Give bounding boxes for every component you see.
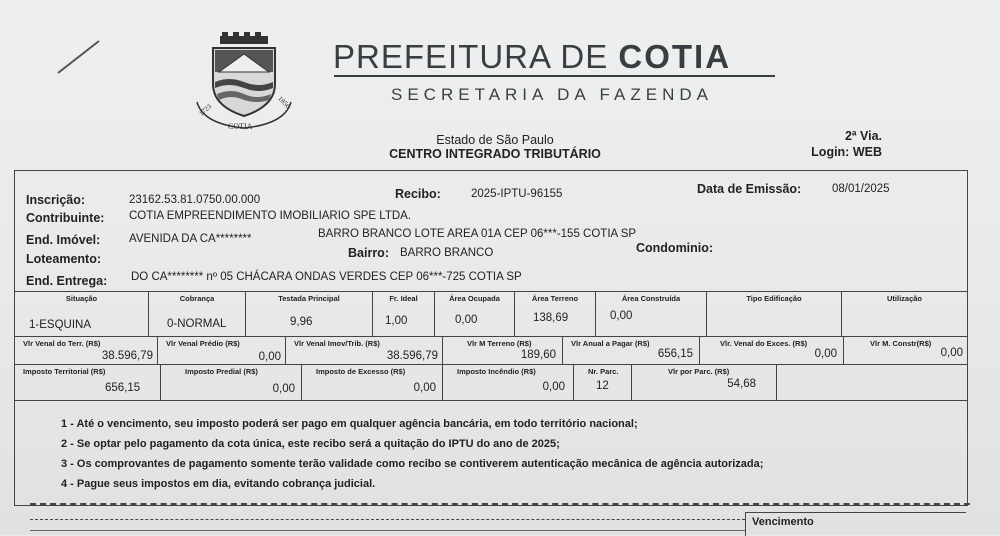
occupied-area-cell [434,291,514,336]
cell-value: 54,68 [727,378,756,390]
receipt-label: Recibo: [395,187,441,201]
cell-value: 0,00 [413,382,436,394]
property-address-rest: BARRO BRANCO LOTE AREA 01A CEP 06***-155 COTIA SP [318,228,637,240]
property-value-cell [285,336,442,364]
empty-cell [776,364,967,400]
cell-header: Vlr M. Constr(R$) [870,339,932,348]
note-item: 3 - Os comprovantes de pagamento somente terão validade como recibo se contiverem autenticação mecânica de agência autorizada; [61,458,764,470]
receipt-value: 2025-IPTU-96155 [471,188,563,200]
tax-center-name: CENTRO INTEGRADO TRIBUTÁRIO [389,147,601,161]
issue-date-value: 08/01/2025 [832,183,890,195]
building-tax-cell [160,364,301,400]
cell-header: Imposto Incêndio (R$) [457,367,536,376]
cell-value: 1,00 [385,315,408,327]
tax-receipt-box [14,170,968,506]
cell-value: 12 [596,380,609,392]
cell-header: Testada Principal [278,294,340,303]
ideal-fraction-cell [372,291,434,336]
construction-m2-value-cell [843,336,967,364]
cell-header: Situação [65,294,98,303]
note-item: 2 - Se optar pelo pagamento da cota única, este recibo será a quitação do IPTU do ano de 2025; [61,438,560,450]
cell-header: Área Construída [621,294,681,303]
billing-cell [148,291,245,336]
note-item: 4 - Pague seus impostos em dia, evitando cobrança judicial. [61,478,376,490]
cell-value: 189,60 [520,349,556,361]
delivery-address-value: DO CA******** nº 05 CHÁCARA ONDAS VERDES CEP 06***-725 COTIA SP [131,271,522,283]
cell-header: Vlr M Terreno (R$) [467,339,532,348]
login-info: Login: WEB [811,145,882,159]
situation-cell [15,291,148,336]
payment-notes [61,414,763,494]
bottom-line [30,530,745,531]
territorial-tax-cell [15,364,160,400]
usage-cell [841,291,967,336]
cell-value: 0,00 [455,314,478,326]
cell-value: 0,00 [940,347,963,359]
property-address-street: AVENIDA DA CA******** [129,233,252,245]
crest-year-right: 1856 [276,94,292,111]
cell-value: 0,00 [272,383,295,395]
property-address-label: End. Imóvel: [26,233,101,247]
registration-value: 23162.53.81.0750.00.000 [129,194,261,206]
built-area-cell [595,291,706,336]
cell-header: Vlr Venal Prédio (R$) [166,339,240,348]
registration-label: Inscrição: [26,193,86,207]
property-data-row [15,291,967,336]
state-name: Estado de São Paulo [436,133,554,147]
cell-value: 0,00 [814,348,837,360]
condominium-label: Condominio: [636,241,714,255]
cell-header: Área Ocupada [449,294,500,303]
cell-value: 0,00 [258,351,281,363]
pen-mark [57,40,99,74]
taxpayer-value: COTIA EMPREENDIMENTO IMOBILIARIO SPE LTDA. [129,210,412,222]
cell-header: Vlr. Venal do Exces. (R$) [720,339,808,348]
crest-year-left: 1723 [197,102,214,118]
cell-header: Imposto de Excesso (R$) [316,367,406,376]
cell-value: 656,15 [105,382,141,394]
department-subtitle: SECRETARIA DA FAZENDA [391,85,713,104]
tax-amounts-row [15,364,967,400]
building-type-cell [706,291,841,336]
cut-line-lower [30,519,745,520]
subdivision-label: Loteamento: [26,252,101,266]
city-hall-title: PREFEITURA DE COTIA [333,38,732,75]
cell-value: 0,00 [542,381,565,393]
excess-tax-cell [301,364,442,400]
cell-header: Fr. Ideal [389,294,418,303]
cell-header: Área Terreno [531,294,579,303]
cell-header: Imposto Territorial (R$) [23,367,106,376]
cell-header: Cobrança [179,294,215,303]
district-label: Bairro: [348,246,389,260]
building-value-cell [157,336,285,364]
cell-header: Tipo Edificação [746,294,802,303]
cell-header: Vlr Anual a Pagar (R$) [571,339,650,348]
land-area-cell [514,291,595,336]
copy-info [811,128,882,160]
excess-value-cell [699,336,843,364]
issue-date-label: Data de Emissão: [697,182,802,196]
annual-due-cell [562,336,699,364]
cell-header: Imposto Predial (R$) [185,367,258,376]
cell-value: 1-ESQUINA [29,319,91,331]
cell-header: Vlr Venal Imov/Trib. (R$) [294,339,380,348]
issuer-header [380,133,610,161]
municipal-crest-icon [193,32,295,132]
frontage-cell [245,291,372,336]
installment-value-cell [631,364,776,400]
due-date-label: Vencimento [752,516,814,528]
taxpayer-label: Contribuinte: [26,211,105,225]
title-divider [334,75,775,77]
land-m2-value-cell [442,336,562,364]
land-value-cell [15,336,157,364]
cell-value: 0,00 [610,310,633,322]
cell-value: 656,15 [657,348,693,360]
cell-value: 38.596,79 [101,350,153,362]
valuation-row [15,336,967,364]
cell-value: 0-NORMAL [167,318,227,330]
cell-value: 38.596,79 [386,350,438,362]
fire-tax-cell [442,364,573,400]
cell-value: 9,96 [290,316,313,328]
cell-header: Nr. Parc. [588,367,619,376]
cut-line [30,503,970,505]
cell-header: Vlr Venal do Terr. (R$) [23,339,101,348]
notes-divider [15,400,967,401]
cell-header: Vlr por Parc. (R$) [668,367,730,376]
crest-name: COTIA [228,122,253,131]
installments-count-cell [573,364,631,400]
cell-header: Utilização [886,294,922,303]
copy-number: 2ª Via. [844,129,882,143]
delivery-address-label: End. Entrega: [26,274,108,288]
note-item: 1 - Até o vencimento, seu imposto poderá ser pago em qualquer agência bancária, em todo território nacional; [61,418,638,430]
cell-value: 138,69 [533,312,569,324]
district-value: BARRO BRANCO [400,247,494,259]
